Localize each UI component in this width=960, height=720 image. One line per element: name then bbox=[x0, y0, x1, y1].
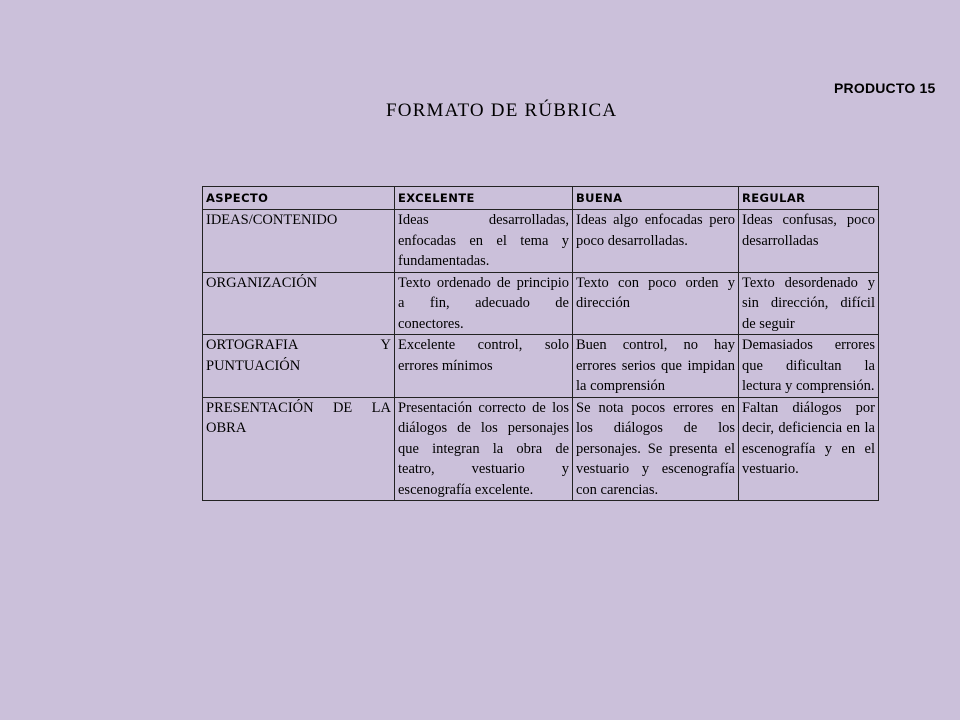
aspect-cell: PRESENTACIÓN DE LA OBRA bbox=[203, 397, 395, 501]
header-buena: BUENA bbox=[573, 187, 739, 210]
regular-cell: Texto desordenado y sin dirección, difícil de seguir bbox=[739, 272, 879, 335]
rubric-table bbox=[202, 186, 879, 501]
regular-cell: Faltan diálogos por decir, deficiencia en la escenografía y en el vestuario. bbox=[739, 397, 879, 501]
aspect-cell: IDEAS/CONTENIDO bbox=[203, 210, 395, 273]
table-row bbox=[203, 272, 879, 335]
aspect-cell: ORTOGRAFIA Y PUNTUACIÓN bbox=[203, 335, 395, 398]
buena-cell: Texto con poco orden y dirección bbox=[573, 272, 739, 335]
table-row bbox=[203, 397, 879, 501]
buena-cell: Buen control, no hay errores serios que impidan la comprensión bbox=[573, 335, 739, 398]
header-excelente: EXCELENTE bbox=[395, 187, 573, 210]
excelente-cell: Excelente control, solo errores mínimos bbox=[395, 335, 573, 398]
excelente-cell: Presentación correcto de los diálogos de los personajes que integran la obra de teatro, vestuario y escenografía excelente. bbox=[395, 397, 573, 501]
header-regular: REGULAR bbox=[739, 187, 879, 210]
buena-cell: Ideas algo enfocadas pero poco desarrolladas. bbox=[573, 210, 739, 273]
regular-cell: Demasiados errores que dificultan la lectura y comprensión. bbox=[739, 335, 879, 398]
aspect-cell: ORGANIZACIÓN bbox=[203, 272, 395, 335]
excelente-cell: Ideas desarrolladas, enfocadas en el tema y fundamentadas. bbox=[395, 210, 573, 273]
regular-cell: Ideas confusas, poco desarrolladas bbox=[739, 210, 879, 273]
table-header-row bbox=[203, 187, 879, 210]
product-label: PRODUCTO 15 bbox=[834, 80, 936, 96]
page-title: FORMATO DE RÚBRICA bbox=[386, 100, 618, 121]
excelente-cell: Texto ordenado de principio a fin, adecuado de conectores. bbox=[395, 272, 573, 335]
header-aspecto: ASPECTO bbox=[203, 187, 395, 210]
table-row bbox=[203, 335, 879, 398]
buena-cell: Se nota pocos errores en los diálogos de los personajes. Se presenta el vestuario y escenografía con carencias. bbox=[573, 397, 739, 501]
table-row bbox=[203, 210, 879, 273]
